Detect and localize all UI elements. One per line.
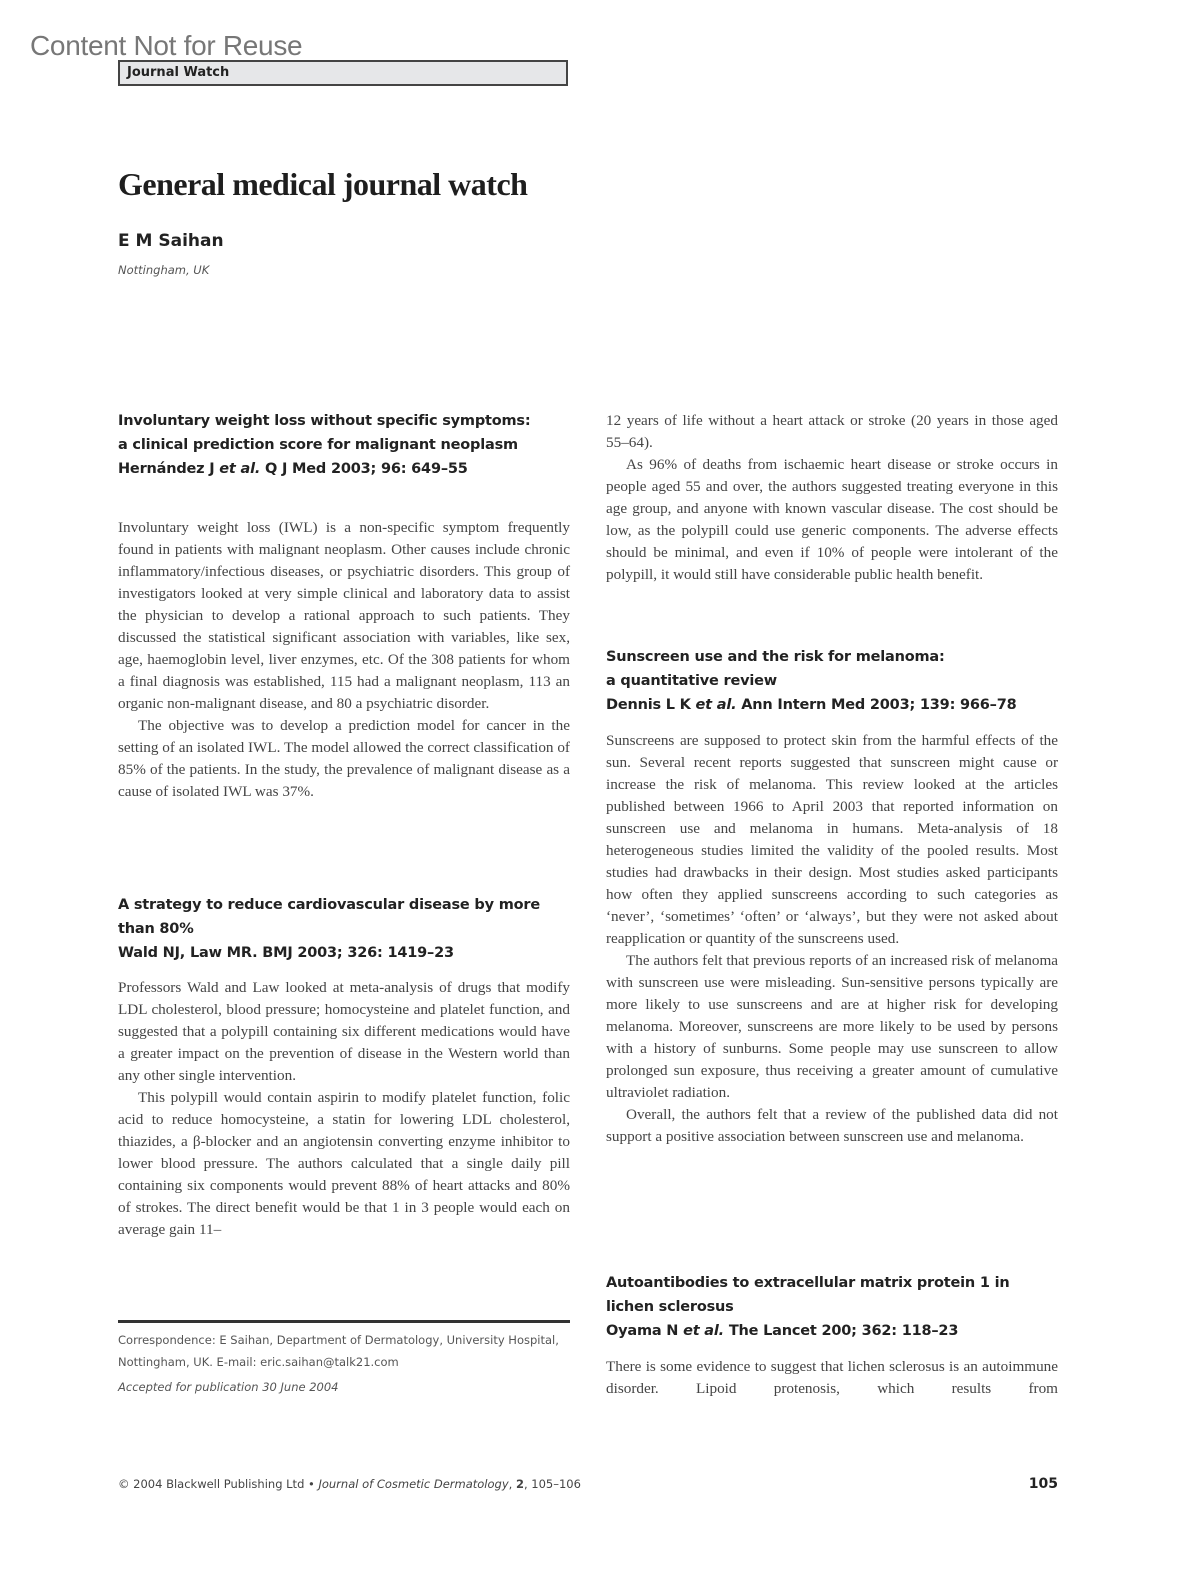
running-head: [118, 60, 568, 86]
page-footer: © 2004 Blackwell Publishing Ltd • Journal of Cosmetic Dermatology, 2, 105–106 105: [118, 1476, 1058, 1492]
paragraph: Sunscreens are supposed to protect skin from the harmful effects of the sun. Several recent reports suggested that sunscreen might cause or increase the risk of melanoma. This review looked at the articles published between 1966 to April 2003 that reported information on sunscreen use and melanoma in humans. Meta-analysis of 18 heterogeneous studies limited the validity of the pooled results. Most studies had drawbacks in their design. Most studies asked participants how often they applied sunscreens according to such categories as ‘never’, ‘sometimes’ ‘often’ or ‘always’, but they were not asked about reapplication or quantity of the sunscreens used.: [606, 732, 1058, 947]
paragraph: Involuntary weight loss (IWL) is a non-specific symptom frequently found in patients with malignant neoplasm. Other causes include chronic inflammatory/infectious diseases, or psychiatric disorders. This group of investigators looked at very simple clinical and laboratory data to assist the physician to develop a rational approach to such patients. They discussed the statistical significant association with variables, like sex, age, haemoglobin level, liver enzymes, etc. Of the 308 patients for whom a final diagnosis was established, 115 had a malignant neoplasm, 113 an organic non-malignant disease, and 80 a psychiatric disorder.: [118, 519, 570, 712]
watermark: Content Not for Reuse: [30, 30, 303, 61]
paragraph: As 96% of deaths from ischaemic heart disease or stroke occurs in people aged 55 and over, the authors suggested treating everyone in this age group, and anyone with known vascular disease. The cost should be low, as the polypill could use generic components. The adverse effects should be minimal, and even if 10% of people were intolerant of the polypill, it would still have considerable public health benefit.: [606, 456, 1058, 583]
page-range: , 105–106: [523, 1477, 581, 1491]
article-sunscreen: [606, 645, 1058, 1148]
journal-name: Journal of Cosmetic Dermatology: [318, 1477, 509, 1491]
paragraph: 12 years of life without a heart attack or stroke (20 years in those aged 55–64).: [606, 412, 1058, 451]
correspondence: Correspondence: E Saihan, Department of Dermatology, University Hospital, Nottingham, UK. E-mail: eric.saihan@talk21.com: [118, 1333, 559, 1369]
footnote-rule: [118, 1320, 570, 1323]
paragraph: Professors Wald and Law looked at meta-analysis of drugs that modify LDL cholesterol, blood pressure; homocysteine and platelet function, and suggested that a polypill containing six different medications would have a greater impact on the prevention of disease in the Western world than any other single intervention.: [118, 979, 570, 1084]
article-cardiovascular: [118, 893, 570, 1241]
article-heading: Sunscreen use and the risk for melanoma: a quantitative review Dennis L K et al. Ann Intern Med 2003; 139: 966–78: [606, 649, 1017, 713]
author: E M Saihan: [118, 231, 224, 251]
affiliation: Nottingham, UK: [118, 263, 210, 277]
article-lichen-sclerosus: [606, 1271, 1058, 1400]
paragraph: There is some evidence to suggest that lichen sclerosus is an autoimmune disorder. Lipoid protenosis, which results from: [606, 1358, 1058, 1397]
running-head-label: Journal Watch: [127, 65, 230, 80]
paragraph: This polypill would contain aspirin to modify platelet function, folic acid to reduce homocysteine, a statin for lowering LDL cholesterol, thiazides, a β-blocker and an angiotensin converting enzyme inhibitor to lower blood pressure. The authors calculated that a single daily pill containing six components would prevent 88% of heart attacks and 80% of strokes. The direct benefit would be that 1 in 3 people would each on average gain 11–: [118, 1089, 570, 1238]
article-heading: A strategy to reduce cardiovascular disease by more than 80% Wald NJ, Law MR. BMJ 2003; 326: 1419–23: [118, 897, 540, 961]
article-heading: Involuntary weight loss without specific symptoms: a clinical prediction score for malignant neoplasm Hernández J et al. Q J Med 2003; 96: 649–55: [118, 413, 531, 477]
accepted-date: Accepted for publication 30 June 2004: [118, 1380, 339, 1394]
volume: 2: [515, 1477, 524, 1491]
page-number: 105: [1028, 1476, 1058, 1492]
article-iwl: [118, 409, 570, 803]
article-cardiovascular-continued: [606, 410, 1058, 586]
article-heading: Autoantibodies to extracellular matrix protein 1 in lichen sclerosus Oyama N et al. The Lancet 200; 362: 118–23: [606, 1275, 1010, 1339]
paragraph: The authors felt that previous reports of an increased risk of melanoma with sunscreen use were misleading. Sun-sensitive persons typically are more likely to use sunscreens and are at higher risk for developing melanoma. Moreover, sunscreens are more likely to be used by persons with a history of sunburns. Some people may use sunscreen to allow prolonged sun exposure, thus receiving a greater amount of cumulative ultraviolet radiation.: [606, 952, 1058, 1101]
paragraph: Overall, the authors felt that a review of the published data did not support a positive association between sunscreen use and melanoma.: [606, 1106, 1058, 1145]
paragraph: The objective was to develop a prediction model for cancer in the setting of an isolated IWL. The model allowed the correct classification of 85% of the patients. In the study, the prevalence of malignant disease as a cause of isolated IWL was 37%.: [118, 717, 570, 800]
article-title: General medical journal watch: [118, 166, 528, 202]
copyright: © 2004 Blackwell Publishing Ltd •: [118, 1477, 319, 1491]
